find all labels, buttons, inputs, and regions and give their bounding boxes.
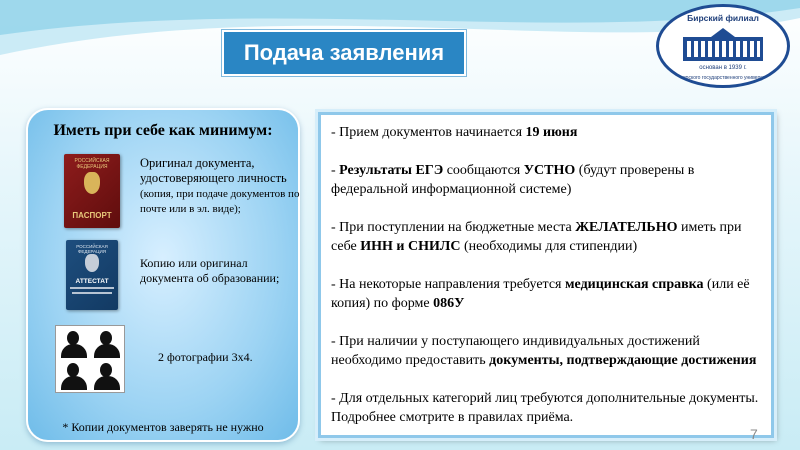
text-run: - На некоторые направления требуется [331,277,565,292]
photos-item-text: 2 фотографии 3х4. [158,350,253,364]
bold-run: Результаты ЕГЭ [339,163,444,178]
coat-of-arms-icon [85,254,99,272]
coat-of-arms-icon [84,172,100,194]
bold-run: документы, подтверждающие достижения [489,353,757,368]
page-number: 7 [750,426,758,442]
person-silhouette-icon [58,328,89,358]
person-silhouette-icon [91,360,122,390]
bold-run: ИНН и СНИЛС [360,239,461,254]
text-run: (необходимы для стипендии) [460,239,638,254]
info-paragraph [331,123,761,142]
attestat-line [70,287,114,289]
logo-founded-text: основан в 1939 г. [699,65,747,71]
photos-image [55,325,125,393]
person-silhouette-icon [91,328,122,358]
text-run: сообщаются [443,163,524,178]
text-run: иметь при себе [331,220,742,254]
attestat-line [72,292,112,294]
passport-image [64,154,120,228]
passport-cover-label: ПАСПОРТ [72,211,112,220]
bold-run: 19 июня [525,125,578,140]
education-item-text: Копию или оригинал документа об образовании; [140,256,280,285]
university-logo [656,4,790,88]
passport-item-text [140,156,300,216]
required-documents-heading: Иметь при себе как минимум: [53,122,273,139]
bold-run: медицинская справка [565,277,704,292]
passport-item-note: (копия, при подаче документов по почте или в эл. виде); [140,188,300,215]
logo-bottom-text: Башкирского государственного университета [670,75,776,81]
text-run: - [331,163,340,178]
required-documents-panel [26,108,300,442]
info-paragraph [331,389,761,427]
passport-cover-top: РОССИЙСКАЯ ФЕДЕРАЦИЯ [74,158,110,170]
text-run: - При наличии у поступающего индивидуальных достижений необходимо предоставить [331,334,700,368]
attestat-image [66,240,118,310]
text-run: (будут проверены в федеральной информационной системе) [331,163,695,197]
copies-footnote: * Копии документов заверять не нужно [62,420,264,434]
info-panel [318,112,774,438]
info-paragraph [331,275,761,313]
bold-run: ЖЕЛАТЕЛЬНО [575,220,678,235]
building-icon [681,27,765,63]
attestat-cover-top: РОССИЙСКАЯ ФЕДЕРАЦИЯ [76,244,108,254]
info-paragraph [331,332,761,370]
person-silhouette-icon [58,360,89,390]
logo-top-text: Бирский филиал [687,13,759,23]
bold-run: 086У [433,296,465,311]
bold-run: УСТНО [523,163,576,178]
text-run: (или её копия) по форме [331,277,750,311]
page-title: Подача заявления [222,30,466,76]
text-run: - Для отдельных категорий лиц требуются дополнительные документы. Подробнее смотрите в правилах приёма. [331,391,759,425]
info-paragraph [331,161,761,199]
text-run: - Прием документов начинается [331,125,526,140]
attestat-cover-label: АТТЕСТАТ [75,278,109,285]
text-run: - При поступлении на бюджетные места [331,220,576,235]
info-paragraph [331,218,761,256]
passport-item-main: Оригинал документа, удостоверяющего личность [140,156,287,185]
